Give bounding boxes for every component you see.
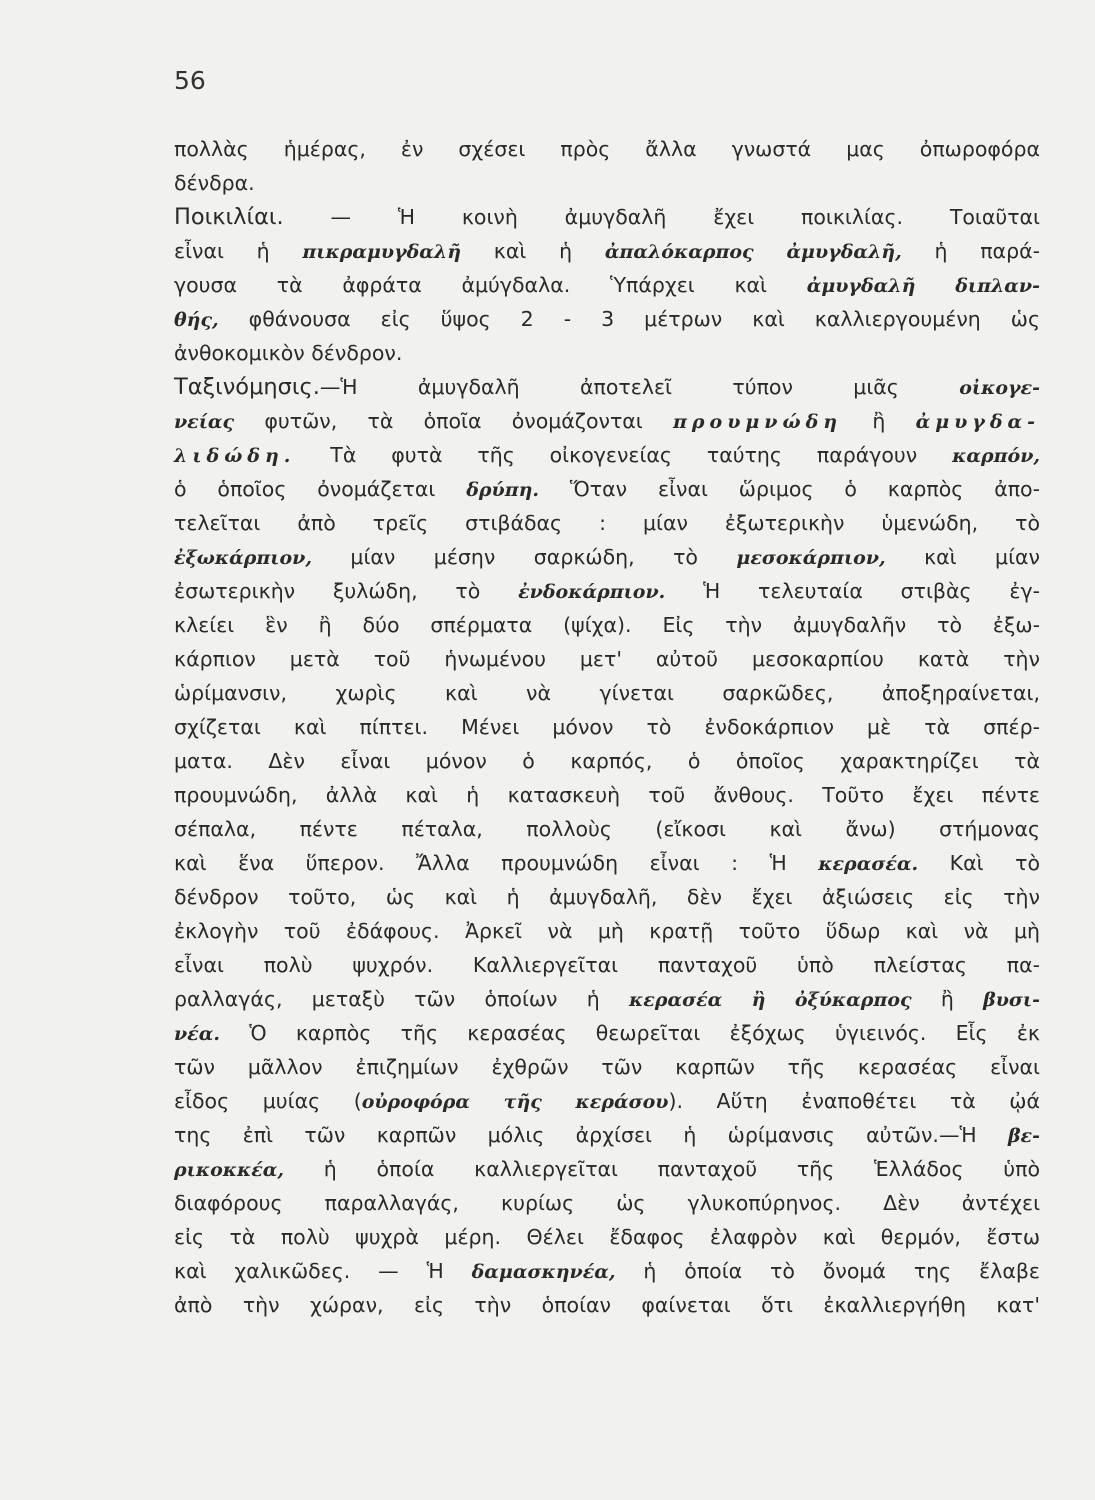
emphasized-term: Ποικιλίαι. <box>174 204 284 230</box>
emphasized-term: καρπόν, <box>952 445 1040 467</box>
text-segment: ματα. Δὲν εἶναι μόνον ὁ καρπός, ὁ ὁποῖος χαρακτηρίζει τὰ <box>174 749 1040 773</box>
text-line <box>174 1186 1040 1220</box>
emphasized-term: βε- <box>1007 1125 1040 1147</box>
text-segment: Ὅταν εἶναι ὥριμος ὁ καρπὸς ἀπο- <box>539 477 1040 501</box>
text-line <box>174 778 1040 812</box>
emphasized-term: βυσι- <box>983 989 1040 1011</box>
text-line <box>174 540 1040 574</box>
emphasized-term: κερασέα ἢ ὀξύκαρπος <box>629 989 912 1011</box>
text-segment: ραλλαγάς, μεταξὺ τῶν ὁποίων ἡ <box>174 987 630 1011</box>
text-segment: γουσα τὰ ἀφράτα ἀμύγδαλα. Ὑπάρχει καὶ <box>174 273 807 297</box>
text-segment: κάρπιον μετὰ τοῦ ἡνωμένου μετ' αὐτοῦ μεσοκαρπίου κατὰ τὴν <box>174 647 1040 671</box>
emphasized-term: πικραμυγδαλῆ <box>302 241 462 263</box>
text-line <box>174 336 1040 370</box>
text-segment: ἢ <box>842 409 916 433</box>
emphasized-term: δαμασκηνέα, <box>471 1261 616 1283</box>
text-segment: φθάνουσα εἰς ὕψος 2 - 3 μέτρων καὶ καλλιεργουμένη ὡς <box>218 307 1040 331</box>
text-segment: Καὶ τὸ <box>918 851 1040 875</box>
page-number: 56 <box>174 66 206 95</box>
text-segment: ἀνθοκομικὸν δένδρον. <box>174 341 403 365</box>
text-segment: καὶ χαλικῶδες. — Ἡ <box>174 1259 472 1283</box>
emphasized-term: ρικοκκέα, <box>174 1159 285 1181</box>
text-segment: τελεῖται ἀπὸ τρεῖς στιβάδας : μίαν ἐξωτερικὴν ὑμενώδη, τὸ <box>174 511 1040 535</box>
text-segment: ὡρίμανσιν, χωρὶς καὶ νὰ γίνεται σαρκῶδες, ἀποξηραίνεται, <box>174 681 1040 705</box>
emphasized-term: οἰκογε- <box>959 377 1040 399</box>
text-line <box>174 1288 1040 1322</box>
text-line <box>174 166 1040 200</box>
text-segment: σχίζεται καὶ πίπτει. Μένει μόνον τὸ ἐνδοκάρπιον μὲ τὰ σπέρ- <box>174 715 1040 739</box>
text-line <box>174 710 1040 744</box>
text-segment: προυμνώδη, ἀλλὰ καὶ ἡ κατασκευὴ τοῦ ἄνθους. Τοῦτο ἔχει πέντε <box>174 783 1040 807</box>
text-segment: ἡ παρά- <box>901 239 1040 263</box>
text-segment: ἡ ὁποία τὸ ὄνομά της ἔλαβε <box>615 1259 1040 1283</box>
text-line <box>174 438 1040 472</box>
text-line <box>174 302 1040 336</box>
text-segment: ἐσωτερικὴν ξυλώδη, τὸ <box>174 579 519 603</box>
body-text <box>174 132 1040 1322</box>
text-segment: —Ἡ ἀμυγδαλῆ ἀποτελεῖ τύπον μιᾶς <box>319 375 960 399</box>
text-segment: σέπαλα, πέντε πέταλα, πολλοὺς (εἴκοσι καὶ ἄνω) στήμονας <box>174 817 1040 841</box>
emphasized-term: προυμνώδη <box>673 411 843 433</box>
text-line <box>174 1254 1040 1288</box>
text-line <box>174 812 1040 846</box>
emphasized-term: ἀμυγδα- <box>915 411 1041 433</box>
emphasized-term: μεσοκάρπιον, <box>736 547 886 569</box>
text-segment: κλείει ἓν ἢ δύο σπέρματα (ψίχα). Εἰς τὴν ἀμυγδαλῆν τὸ ἐξω- <box>174 613 1040 637</box>
text-segment: εἰς τὰ πολὺ ψυχρὰ μέρη. Θέλει ἔδαφος ἐλαφρὸν καὶ θερμόν, ἔστω <box>174 1225 1040 1249</box>
emphasized-term: ἐξωκάρπιον, <box>174 547 312 569</box>
text-line <box>174 1118 1040 1152</box>
text-segment: φυτῶν, τὰ ὁποῖα ὀνομάζονται <box>234 409 673 433</box>
text-line <box>174 268 1040 302</box>
emphasized-term: νείας <box>174 411 235 433</box>
emphasized-term: ἐνδοκάρπιον. <box>518 581 666 603</box>
text-segment: Ἡ τελευταία στιβὰς ἐγ- <box>665 579 1040 603</box>
emphasized-term: Ταξινόμησις. <box>174 374 320 400</box>
emphasized-term: λιδώδη. <box>174 445 296 467</box>
text-line <box>174 574 1040 608</box>
text-line <box>174 948 1040 982</box>
text-line <box>174 1050 1040 1084</box>
emphasized-term: οὐροφόρα τῆς κεράσου <box>361 1091 669 1113</box>
emphasized-term: δρύπη. <box>466 479 540 501</box>
text-segment: Τὰ φυτὰ τῆς οἰκογενείας ταύτης παράγουν <box>295 443 953 467</box>
text-line <box>174 1084 1040 1118</box>
text-segment: ἢ <box>911 987 984 1011</box>
text-segment: τῶν μᾶλλον ἐπιζημίων ἐχθρῶν τῶν καρπῶν τῆς κερασέας εἶναι <box>174 1055 1040 1079</box>
text-line <box>174 608 1040 642</box>
text-segment: καὶ μίαν <box>885 545 1040 569</box>
text-segment: ἡ ὁποία καλλιεργεῖται πανταχοῦ τῆς Ἑλλάδος ὑπὸ <box>284 1157 1040 1181</box>
text-segment: δένδρα. <box>174 171 255 195</box>
text-line <box>174 404 1040 438</box>
text-segment: ). Αὕτη ἐναποθέτει τὰ ᾠά <box>668 1089 1040 1113</box>
text-line <box>174 914 1040 948</box>
text-line <box>174 1152 1040 1186</box>
text-segment: διαφόρους παραλλαγάς, κυρίως ὡς γλυκοπύρηνος. Δὲν ἀντέχει <box>174 1191 1040 1215</box>
emphasized-term: ἀμυγδαλῆ διπλαν- <box>806 275 1040 297</box>
text-segment: — Ἡ κοινὴ ἀμυγδαλῆ ἔχει ποικιλίας. Τοιαῦται <box>283 205 1040 229</box>
text-segment: Ὁ καρπὸς τῆς κερασέας θεωρεῖται ἐξόχως ὑγιεινός. Εἷς ἐκ <box>219 1021 1040 1045</box>
text-segment: καὶ ἕνα ὕπερον. Ἄλλα προυμνώδη εἶναι : Ἡ <box>174 851 819 875</box>
text-line <box>174 472 1040 506</box>
text-line <box>174 1220 1040 1254</box>
text-line <box>174 846 1040 880</box>
text-line <box>174 506 1040 540</box>
emphasized-term: κερασέα. <box>818 853 919 875</box>
text-line <box>174 744 1040 778</box>
text-line <box>174 880 1040 914</box>
text-segment: μίαν μέσην σαρκώδη, τὸ <box>311 545 737 569</box>
text-segment: της ἐπὶ τῶν καρπῶν μόλις ἀρχίσει ἡ ὡρίμανσις αὐτῶν.—Ἡ <box>174 1123 1008 1147</box>
emphasized-term: νέα. <box>174 1023 220 1045</box>
text-segment: εἶναι ἡ <box>174 239 303 263</box>
text-segment: ἀπὸ τὴν χώραν, εἰς τὴν ὁποίαν φαίνεται ὅτι ἐκαλλιεργήθη κατ' <box>174 1293 1040 1317</box>
text-segment: ἐκλογὴν τοῦ ἐδάφους. Ἀρκεῖ νὰ μὴ κρατῇ τοῦτο ὕδωρ καὶ νὰ μὴ <box>174 919 1040 943</box>
text-line <box>174 132 1040 166</box>
emphasized-term: ἀπαλόκαρπος ἀμυγδαλῆ, <box>604 241 902 263</box>
text-line <box>174 982 1040 1016</box>
text-segment: ὁ ὁποῖος ὀνομάζεται <box>174 477 467 501</box>
text-segment: εἶναι πολὺ ψυχρόν. Καλλιεργεῖται πανταχοῦ ὑπὸ πλείστας πα- <box>174 953 1040 977</box>
text-line <box>174 234 1040 268</box>
text-segment: καὶ ἡ <box>461 239 605 263</box>
emphasized-term: θής, <box>174 309 219 331</box>
text-line <box>174 1016 1040 1050</box>
text-segment: εἶδος μυίας ( <box>174 1089 362 1113</box>
text-segment: πολλὰς ἡμέρας, ἐν σχέσει πρὸς ἄλλα γνωστά μας ὀπωροφόρα <box>174 137 1040 161</box>
text-line <box>174 200 1040 234</box>
text-line <box>174 676 1040 710</box>
text-segment: δένδρον τοῦτο, ὡς καὶ ἡ ἀμυγδαλῆ, δὲν ἔχει ἀξιώσεις εἰς τὴν <box>174 885 1040 909</box>
text-line <box>174 370 1040 404</box>
text-line <box>174 642 1040 676</box>
